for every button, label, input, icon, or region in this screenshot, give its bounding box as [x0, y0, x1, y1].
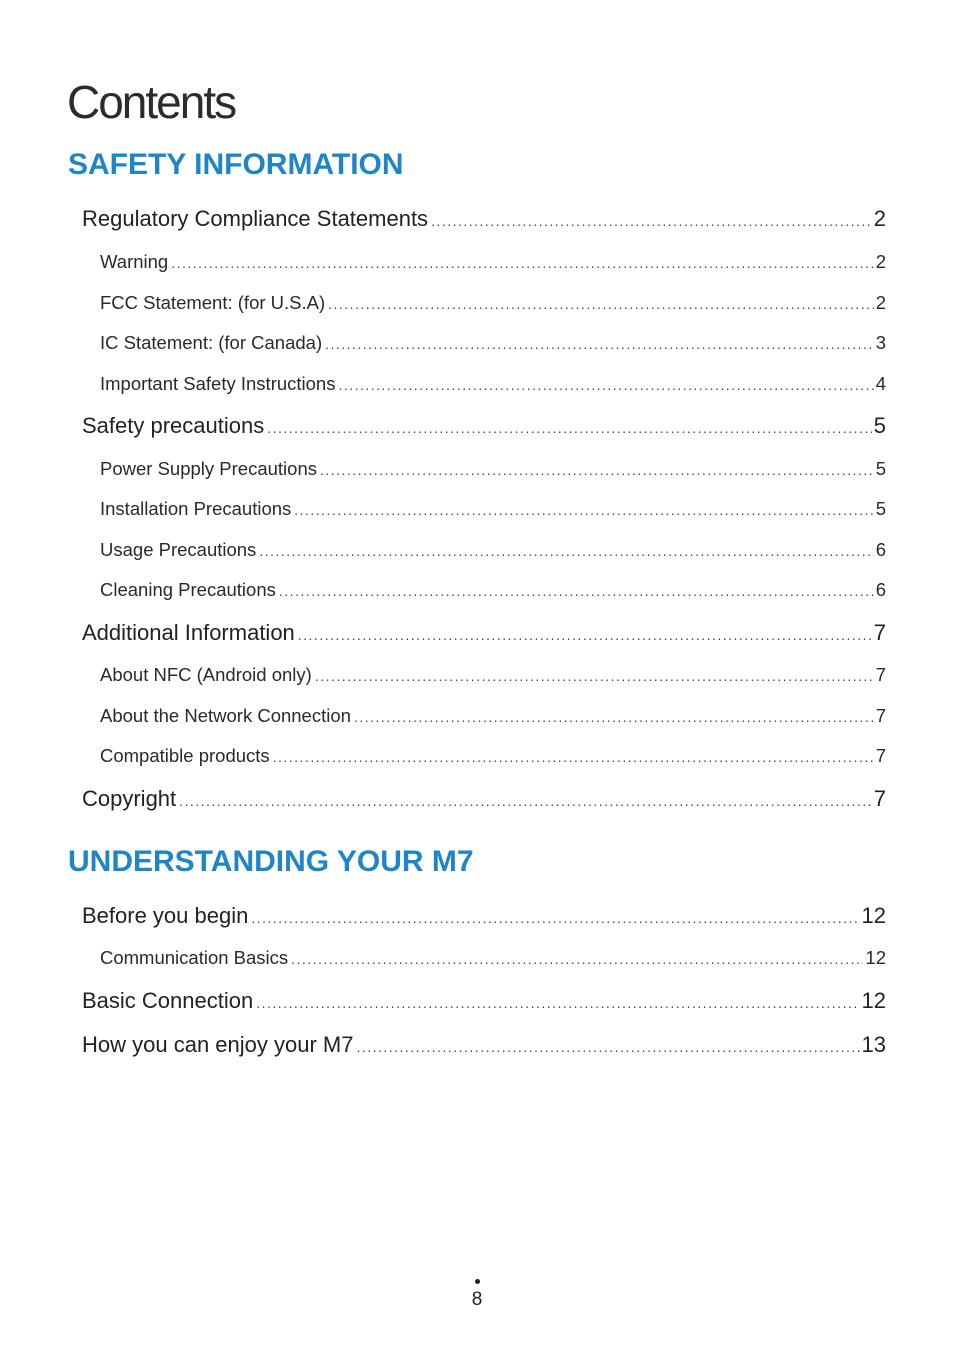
toc-entry-page: 2 [873, 206, 886, 231]
dot-leader [320, 457, 874, 483]
dot-leader [328, 291, 874, 317]
dot-leader [267, 413, 872, 443]
toc-entry-page: 5 [873, 413, 886, 438]
dot-leader [273, 744, 874, 770]
toc-entry-label: FCC Statement: (for U.S.A) [100, 292, 326, 313]
toc-entry-label: Regulatory Compliance Statements [82, 206, 429, 231]
toc-entry-label: Basic Connection [82, 988, 254, 1013]
toc-entry-page: 7 [875, 745, 886, 766]
dot-leader [256, 988, 859, 1018]
dot-leader [325, 331, 874, 357]
toc-entry-label: Communication Basics [100, 947, 289, 968]
dot-leader [294, 497, 873, 523]
toc-entry-page: 7 [873, 786, 886, 811]
section-heading-safety-information: SAFETY INFORMATION [68, 148, 404, 181]
toc-entry-additional-information[interactable] [82, 618, 886, 650]
toc-entry-label: Compatible products [100, 745, 270, 766]
toc-entry-label: IC Statement: (for Canada) [100, 332, 323, 353]
dot-leader [171, 250, 874, 276]
dot-leader [338, 372, 873, 398]
toc-entry-safety-precautions[interactable] [82, 411, 886, 443]
toc-entry-label: Additional Information [82, 620, 295, 645]
toc-entry-page: 5 [875, 498, 886, 519]
toc-entry-label: Warning [100, 251, 169, 272]
toc-entry-page: 7 [873, 620, 886, 645]
dot-leader [179, 786, 872, 816]
toc-entry-label: Copyright [82, 786, 177, 811]
dot-leader [291, 946, 863, 972]
toc-entry-label: Usage Precautions [100, 539, 257, 560]
toc-entry-label: Cleaning Precautions [100, 579, 276, 600]
toc-entry-label: Safety precautions [82, 413, 265, 438]
dot-leader [298, 620, 872, 650]
toc-entry-label: Installation Precautions [100, 498, 292, 519]
dot-leader [315, 663, 874, 689]
toc-entry-page: 4 [875, 373, 886, 394]
toc-entry-copyright[interactable] [82, 784, 886, 816]
toc-entry-label: About the Network Connection [100, 705, 351, 726]
dot-leader [354, 704, 874, 730]
toc-entry-installation-precautions[interactable] [100, 496, 886, 523]
toc-entry-cleaning-precautions[interactable] [100, 577, 886, 604]
toc-entry-about-network-connection[interactable] [100, 703, 886, 730]
toc-entry-page: 6 [875, 539, 886, 560]
toc-entry-important-safety-instructions[interactable] [100, 371, 886, 398]
page-title: Contents [67, 76, 236, 128]
toc-entry-before-you-begin[interactable] [82, 901, 886, 933]
toc-entry-basic-connection[interactable] [82, 986, 886, 1018]
toc-entry-compatible-products[interactable] [100, 743, 886, 770]
toc-entry-page: 7 [875, 705, 886, 726]
toc-entry-usage-precautions[interactable] [100, 537, 886, 564]
toc-entry-page: 12 [865, 947, 886, 968]
toc-entry-warning[interactable] [100, 249, 886, 276]
toc-entry-how-you-can-enjoy-your-m7[interactable] [82, 1030, 886, 1062]
toc-entry-ic-statement[interactable] [100, 330, 886, 357]
toc-entry-page: 2 [875, 251, 886, 272]
toc-entry-label: Power Supply Precautions [100, 458, 317, 479]
toc-entry-page: 6 [875, 579, 886, 600]
toc-entry-power-supply-precautions[interactable] [100, 456, 886, 483]
dot-leader [356, 1032, 859, 1062]
toc-entry-label: Before you begin [82, 903, 249, 928]
toc-entry-label: Important Safety Instructions [100, 373, 336, 394]
dot-leader [251, 903, 859, 933]
page-number: 8 [471, 1289, 483, 1310]
toc-entry-regulatory-compliance-statements[interactable] [82, 204, 886, 236]
dot-leader [279, 578, 874, 604]
toc-entry-page: 3 [875, 332, 886, 353]
toc-entry-page: 12 [861, 988, 886, 1013]
folio-bullet [475, 1279, 480, 1284]
toc-entry-fcc-statement[interactable] [100, 290, 886, 317]
toc-entry-page: 13 [861, 1032, 886, 1057]
dot-leader [259, 538, 873, 564]
toc-entry-label: About NFC (Android only) [100, 664, 312, 685]
toc-entry-communication-basics[interactable] [100, 945, 886, 972]
toc-entry-page: 7 [875, 664, 886, 685]
toc-entry-label: How you can enjoy your M7 [82, 1032, 354, 1057]
toc-entry-page: 2 [875, 292, 886, 313]
toc-entry-page: 12 [861, 903, 886, 928]
dot-leader [431, 206, 872, 236]
section-heading-understanding-your-m7: UNDERSTANDING YOUR M7 [68, 845, 474, 878]
toc-entry-about-nfc[interactable] [100, 662, 886, 689]
toc-entry-page: 5 [875, 458, 886, 479]
